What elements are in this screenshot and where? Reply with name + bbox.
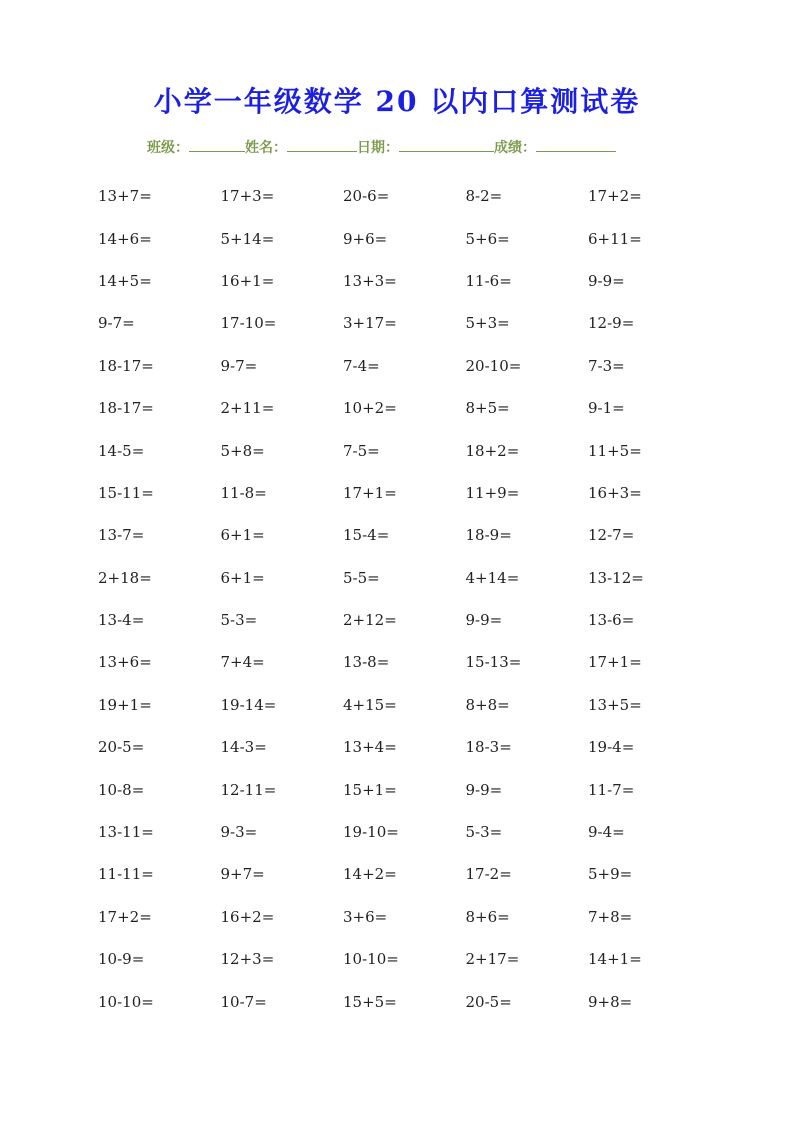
problem-item: 11-7= [588, 780, 635, 799]
problem-item: 17+1= [588, 653, 642, 672]
problem-item: 5+6= [465, 229, 510, 248]
problem-item: 16+3= [588, 483, 642, 502]
problem-row [98, 684, 718, 726]
problem-item: 9-3= [220, 823, 258, 842]
problem-item: 9-1= [588, 399, 625, 418]
score-blank[interactable] [536, 136, 616, 152]
problem-item: 8+6= [465, 907, 510, 926]
problem-item: 9-9= [588, 271, 625, 290]
problem-item: 11+9= [465, 483, 520, 502]
problem-row [98, 938, 718, 980]
problem-row [98, 429, 718, 471]
problem-item: 9-4= [588, 823, 625, 842]
problem-item: 20-5= [465, 992, 512, 1011]
problem-row [98, 557, 718, 599]
problem-item: 9-7= [98, 314, 135, 333]
problem-item: 11+5= [588, 441, 642, 460]
problem-item: 13+6= [98, 653, 152, 672]
problem-item: 2+12= [343, 611, 397, 630]
problem-item: 14+6= [98, 229, 152, 248]
problem-item: 17+3= [220, 187, 275, 206]
problem-item: 16+1= [220, 271, 275, 290]
problem-item: 19-14= [220, 695, 277, 714]
worksheet-title: 小学一年级数学 20 以内口算测试卷 [153, 85, 641, 118]
problem-item: 18-3= [465, 738, 512, 757]
problem-item: 6+11= [588, 229, 642, 248]
problem-item: 10-10= [343, 950, 399, 969]
problem-item: 17+2= [588, 187, 642, 206]
problem-item: 17+1= [343, 483, 397, 502]
problem-row [98, 175, 718, 217]
problem-item: 19+1= [98, 695, 152, 714]
problem-item: 18+2= [465, 441, 520, 460]
problem-row [98, 641, 718, 683]
problem-row [98, 980, 718, 1022]
score-label: 成绩： [494, 140, 536, 156]
problem-item: 5+14= [220, 229, 275, 248]
problem-item: 6+1= [220, 526, 265, 545]
problem-item: 12-11= [220, 780, 277, 799]
problem-row [98, 896, 718, 938]
problem-item: 13-8= [343, 653, 390, 672]
problem-item: 2+18= [98, 568, 152, 587]
problem-item: 10-10= [98, 992, 154, 1011]
name-blank[interactable] [287, 136, 357, 152]
problem-row [98, 387, 718, 429]
problem-item: 9+8= [588, 992, 633, 1011]
problem-item: 7+8= [588, 907, 633, 926]
problem-item: 14+2= [343, 865, 397, 884]
problem-item: 13+7= [98, 187, 152, 206]
problem-row [98, 260, 718, 302]
date-blank[interactable] [399, 136, 494, 152]
problem-item: 19-4= [588, 738, 635, 757]
class-label: 班级： [147, 140, 189, 156]
problem-item: 17+2= [98, 907, 152, 926]
problem-item: 9-9= [465, 780, 503, 799]
problem-item: 13-7= [98, 526, 145, 545]
problem-item: 11-6= [465, 271, 512, 290]
problem-item: 12-9= [588, 314, 635, 333]
problem-row [98, 768, 718, 810]
problem-item: 13+5= [588, 695, 642, 714]
date-label: 日期： [357, 140, 399, 156]
problem-item: 13+4= [343, 738, 397, 757]
problem-item: 15-13= [465, 653, 522, 672]
problem-item: 15-4= [343, 526, 390, 545]
problem-item: 17-2= [465, 865, 512, 884]
problem-item: 7+4= [220, 653, 265, 672]
problem-row [98, 853, 718, 895]
problem-item: 8-2= [465, 187, 503, 206]
problem-item: 4+14= [465, 568, 520, 587]
problem-item: 13+3= [343, 271, 397, 290]
class-blank[interactable] [189, 136, 245, 152]
problem-item: 2+17= [465, 950, 520, 969]
problem-row [98, 514, 718, 556]
problem-item: 10-9= [98, 950, 145, 969]
problem-item: 5+8= [220, 441, 265, 460]
problem-item: 6+1= [220, 568, 265, 587]
problem-item: 8+5= [465, 399, 510, 418]
problem-item: 13-11= [98, 823, 154, 842]
problem-row [98, 472, 718, 514]
problem-item: 12+3= [220, 950, 275, 969]
problem-item: 11-8= [220, 483, 267, 502]
problem-item: 17-10= [220, 314, 277, 333]
problem-item: 3+6= [343, 907, 388, 926]
problem-item: 9-7= [220, 356, 258, 375]
problem-item: 18-9= [465, 526, 512, 545]
problem-row [98, 345, 718, 387]
problem-item: 10-7= [220, 992, 267, 1011]
problem-item: 9+6= [343, 229, 388, 248]
problem-item: 4+15= [343, 695, 397, 714]
problem-row [98, 302, 718, 344]
problem-item: 15+1= [343, 780, 397, 799]
problem-row [98, 599, 718, 641]
problem-item: 2+11= [220, 399, 275, 418]
problem-item: 15-11= [98, 483, 154, 502]
problem-item: 20-10= [465, 356, 522, 375]
problem-item: 5+9= [588, 865, 633, 884]
problem-item: 7-5= [343, 441, 380, 460]
problem-item: 7-3= [588, 356, 625, 375]
problem-item: 3+17= [343, 314, 397, 333]
problem-row [98, 811, 718, 853]
problem-item: 15+5= [343, 992, 397, 1011]
problem-item: 13-4= [98, 611, 145, 630]
name-label: 姓名： [245, 140, 287, 156]
problem-item: 5-5= [343, 568, 380, 587]
problem-item: 18-17= [98, 356, 154, 375]
problem-item: 19-10= [343, 823, 399, 842]
problem-item: 14+1= [588, 950, 642, 969]
problem-item: 5+3= [465, 314, 510, 333]
problem-item: 20-5= [98, 738, 145, 757]
problem-item: 5-3= [220, 611, 258, 630]
problem-item: 9-9= [465, 611, 503, 630]
problem-item: 7-4= [343, 356, 380, 375]
problem-item: 8+8= [465, 695, 510, 714]
problem-item: 14-3= [220, 738, 267, 757]
problem-item: 5-3= [465, 823, 503, 842]
problem-grid [98, 175, 718, 1023]
problem-item: 10-8= [98, 780, 145, 799]
problem-item: 20-6= [343, 187, 390, 206]
problem-item: 16+2= [220, 907, 275, 926]
problem-item: 14+5= [98, 271, 152, 290]
problem-row [98, 726, 718, 768]
problem-item: 13-12= [588, 568, 644, 587]
problem-row [98, 217, 718, 259]
problem-item: 13-6= [588, 611, 635, 630]
problem-item: 11-11= [98, 865, 154, 884]
problem-item: 12-7= [588, 526, 635, 545]
problem-item: 14-5= [98, 441, 145, 460]
student-info-line [147, 136, 667, 159]
problem-item: 18-17= [98, 399, 154, 418]
problem-item: 10+2= [343, 399, 397, 418]
problem-item: 9+7= [220, 865, 265, 884]
